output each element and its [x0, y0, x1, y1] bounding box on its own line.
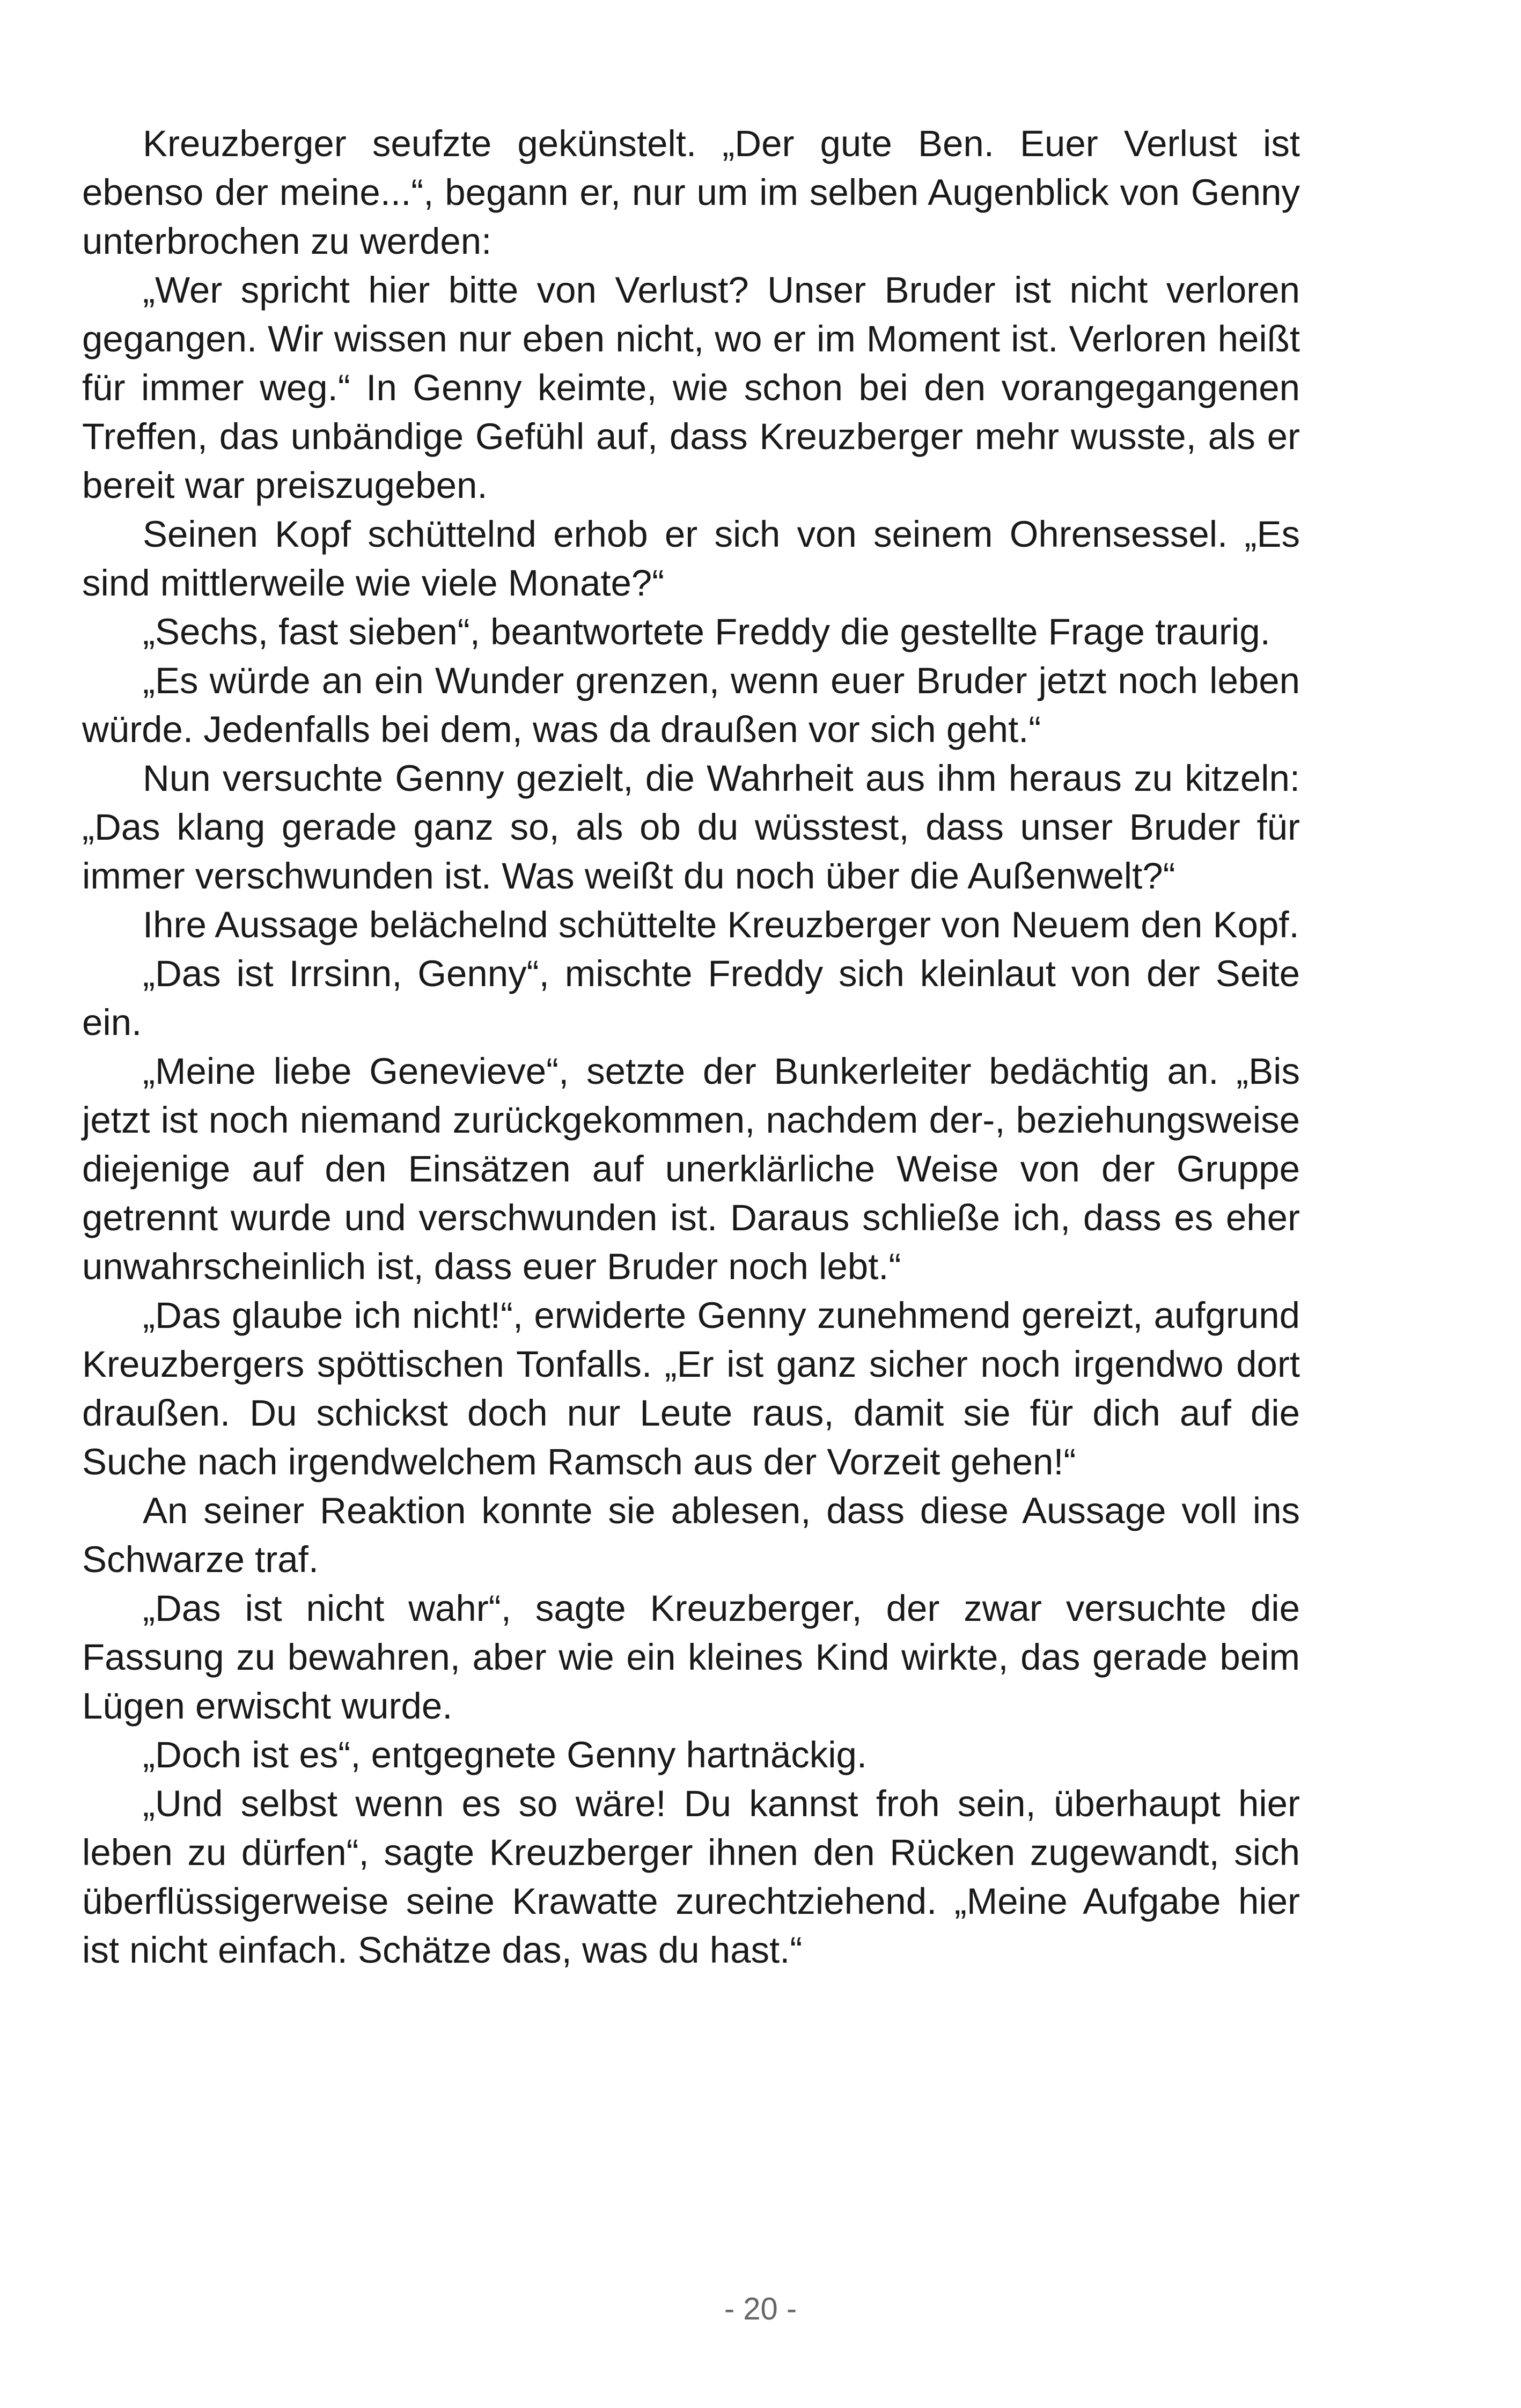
paragraph-3: Seinen Kopf schüttelnd erhob er sich von seinem Ohrensessel. „Es sind mittlerweile wie viele Monate?“ [82, 513, 1300, 604]
paragraph-10: „Das glaube ich nicht!“, erwiderte Genny zunehmend gereizt, aufgrund Kreuzbergers spöttischen Tonfalls. „Er ist ganz sicher noch irgendwo dort draußen. Du schickst doch nur Leute raus, damit sie für dich auf die Suche nach irgendwelchem Ramsch aus der Vorzeit gehen!“ [82, 1295, 1300, 1482]
paragraph-11: An seiner Reaktion konnte sie ablesen, dass diese Aussage voll ins Schwarze traf. [82, 1490, 1300, 1580]
paragraph-12: „Das ist nicht wahr“, sagte Kreuzberger, der zwar versuchte die Fassung zu bewahren, aber wie ein kleines Kind wirkte, das gerade beim Lügen erwischt wurde. [82, 1588, 1300, 1727]
paragraph-7: Ihre Aussage belächelnd schüttelte Kreuzberger von Neuem den Kopf. [143, 904, 1299, 945]
paragraph-5: „Es würde an ein Wunder grenzen, wenn euer Bruder jetzt noch leben würde. Jedenfalls bei dem, was da draußen vor sich geht.“ [82, 660, 1300, 750]
paragraph-4: „Sechs, fast sieben“, beantwortete Freddy die gestellte Frage traurig. [143, 611, 1270, 652]
paragraph-13: „Doch ist es“, entgegnete Genny hartnäckig. [143, 1734, 868, 1775]
paragraph-2: „Wer spricht hier bitte von Verlust? Unser Bruder ist nicht verloren gegangen. Wir wissen nur eben nicht, wo er im Moment ist. Verloren heißt für immer weg.“ In Genny keimte, wie schon bei den vorangegangenen Treffen, das unbändige Gefühl auf, dass Kreuzberger mehr wusste, als er bereit war preiszugeben. [82, 269, 1300, 506]
page-number: - 20 - [724, 2292, 797, 2326]
paragraph-6: Nun versuchte Genny gezielt, die Wahrheit aus ihm heraus zu kitzeln: „Das klang gerade ganz so, als ob du wüsstest, dass unser Bruder für immer verschwunden ist. Was weißt du noch über die Außenwelt?“ [82, 758, 1300, 897]
paragraph-8: „Das ist Irrsinn, Genny“, mischte Freddy sich kleinlaut von der Seite ein. [82, 953, 1300, 1043]
paragraph-1: Kreuzberger seufzte gekünstelt. „Der gute Ben. Euer Verlust ist ebenso der meine...“, begann er, nur um im selben Augenblick von Genny unterbrochen zu werden: [82, 123, 1300, 262]
paragraph-14: „Und selbst wenn es so wäre! Du kannst froh sein, überhaupt hier leben zu dürfen“, sagte Kreuzberger ihnen den Rücken zugewandt, sich überflüssigerweise seine Krawatte zurechtziehend. „Meine Aufgabe hier ist nicht einfach. Schätze das, was du hast.“ [82, 1783, 1300, 1971]
paragraph-9: „Meine liebe Genevieve“, setzte der Bunkerleiter bedächtig an. „Bis jetzt ist noch niemand zurückgekommen, nachdem der-, beziehungsweise diejenige auf den Einsätzen auf unerklärliche Weise von der Gruppe getrennt wurde und verschwunden ist. Daraus schließe ich, dass es eher unwahrscheinlich ist, dass euer Bruder noch lebt.“ [82, 1051, 1300, 1287]
book-page [82, 119, 1300, 2265]
